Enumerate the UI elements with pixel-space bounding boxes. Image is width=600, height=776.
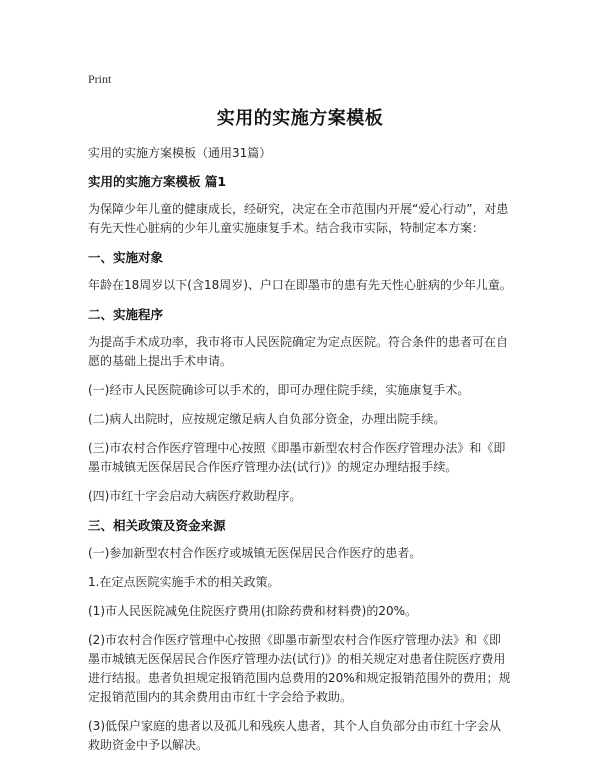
paragraph: (一)经市人民医院确诊可以手术的，即可办理住院手续，实施康复手术。 xyxy=(88,383,470,397)
paragraph: (3)低保户家庭的患者以及孤儿和残疾人患者，其个人自负部分由市红十字会从救助资金中予以解决。 xyxy=(88,719,502,752)
paragraph: (二)病人出院时，应按规定缴足病人自负部分资金，办理出院手续。 xyxy=(88,412,446,426)
paragraph: (2)市农村合作医疗管理中心按照《即墨市新型农村合作医疗管理办法》和《即墨市城镇无医保居民合作医疗管理办法(试行)》的相关规定对患者住院医疗费用进行结报。患者负担规定报销范围内总费用的20%和规定报销范围外的费用；规定报销范围内的其余费用由市红十字会给予救助。 xyxy=(88,633,511,704)
paragraph: (一)参加新型农村合作医疗或城镇无医保居民合作医疗的患者。 xyxy=(88,546,422,560)
section-3 xyxy=(88,516,512,755)
paragraph: 1.在定点医院实施手术的相关政策。 xyxy=(88,575,280,589)
paragraph: (四)市红十字会启动大病医疗救助程序。 xyxy=(88,489,302,503)
section-heading: 三、相关政策及资金来源 xyxy=(88,518,226,533)
intro-paragraph: 为保障少年儿童的健康成长，经研究，决定在全市范围内开展“爱心行动”，对患有先天性心脏病的少年儿童实施康复手术。结合我市实际，特制定本方案： xyxy=(88,202,509,235)
paragraph: (三)市农村合作医疗管理中心按照《即墨市新型农村合作医疗管理办法》和《即墨市城镇无医保居民合作医疗管理办法(试行)》的规定办理结报手续。 xyxy=(88,441,506,474)
document-title: 实用的实施方案模板 xyxy=(216,108,384,129)
paragraph: 为提高手术成功率，我市将市人民医院确定为定点医院。符合条件的患者可在自愿的基础上提出手术申请。 xyxy=(88,335,509,368)
document-subtitle: 实用的实施方案模板（通用31篇） xyxy=(88,146,272,160)
section-heading: 二、实施程序 xyxy=(88,307,164,322)
section-1 xyxy=(88,248,512,295)
section-2 xyxy=(88,305,512,506)
paragraph: 年龄在18周岁以下(含18周岁)、户口在即墨市的患有先天性心脏病的少年儿童。 xyxy=(88,278,512,292)
print-label[interactable]: Print xyxy=(88,72,112,86)
article-heading: 实用的实施方案模板 篇1 xyxy=(88,174,227,189)
paragraph: (1)市人民医院减免住院医疗费用(扣除药费和材料费)的20%。 xyxy=(88,604,418,618)
section-heading: 一、实施对象 xyxy=(88,250,164,265)
